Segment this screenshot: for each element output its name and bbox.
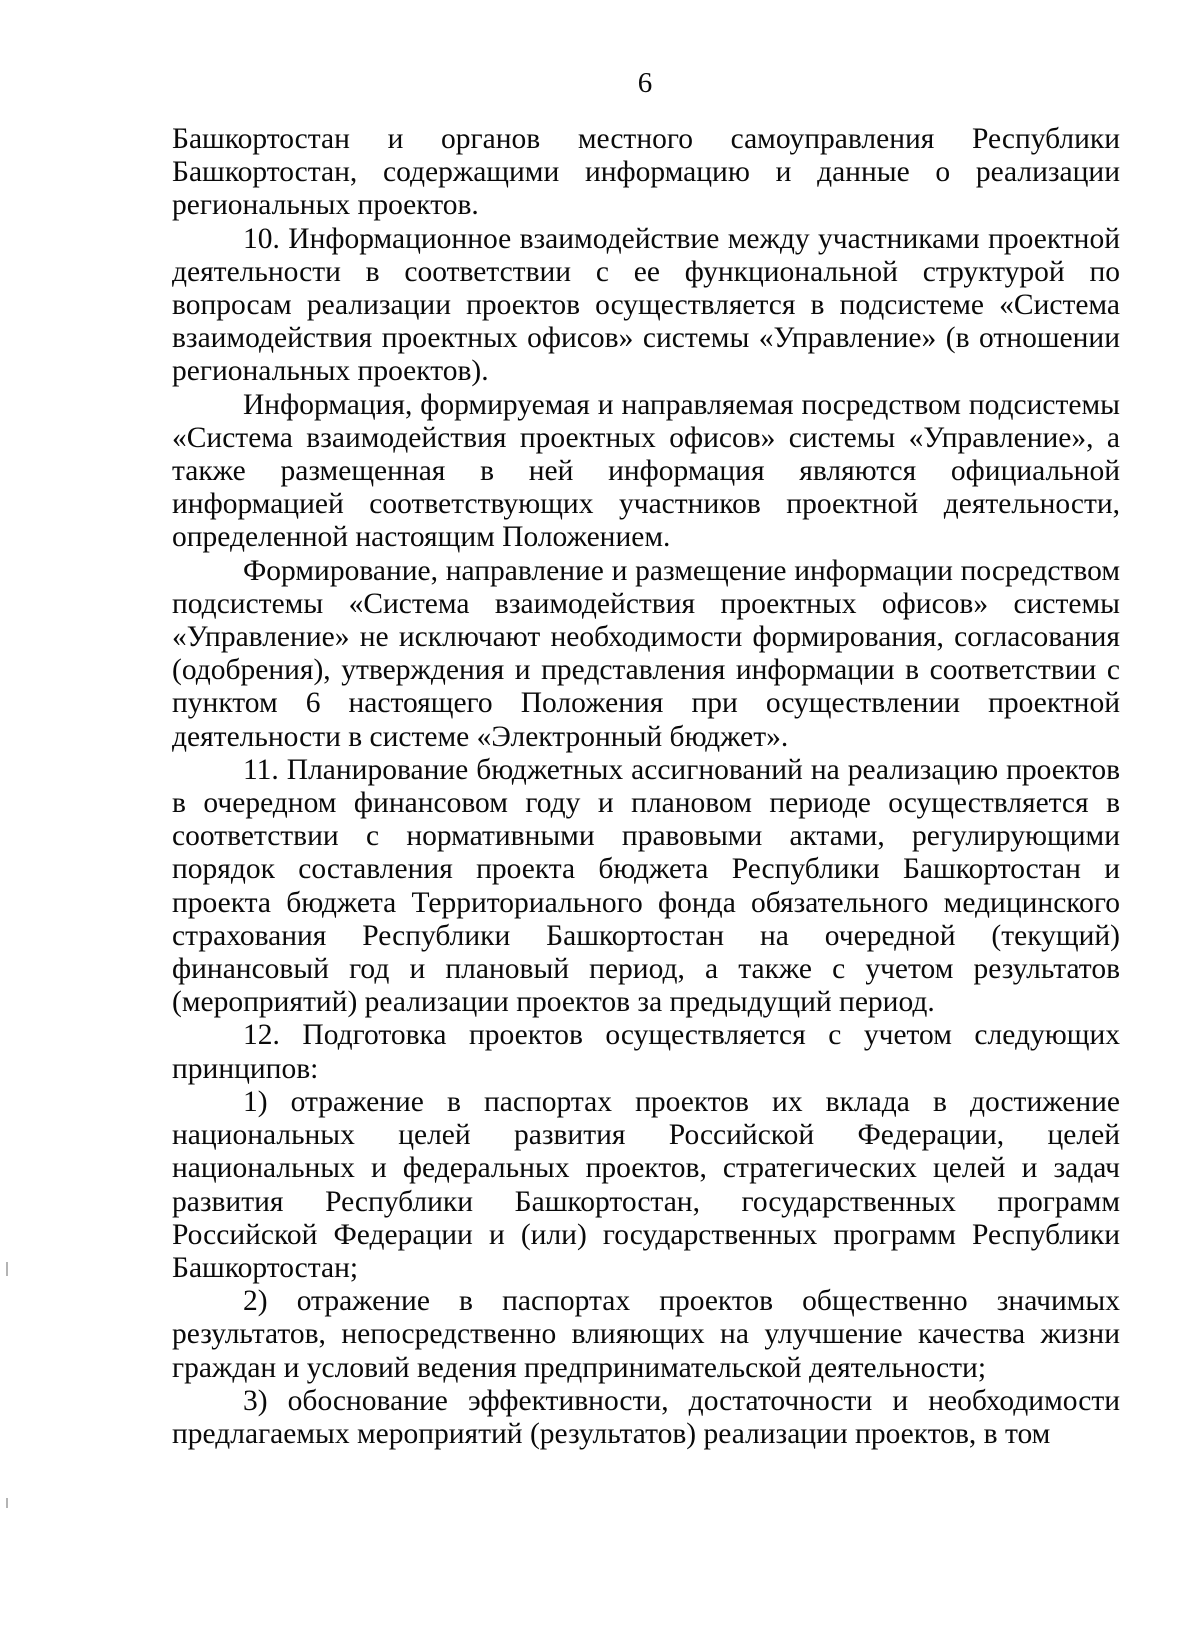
list-item-1: 1) отражение в паспортах проектов их вклада в достижение национальных целей развития Российской Федерации, целей национальных и федеральных проектов, стратегических целей и задач развития Республики Башкортостан, государственных программ Российской Федерации и (или) государственных программ Республики Башкортостан; <box>172 1085 1120 1284</box>
clause-12: 12. Подготовка проектов осуществляется с учетом следующих принципов: <box>172 1019 1120 1085</box>
paragraph-continuation: Башкортостан и органов местного самоуправления Республики Башкортостан, содержащими информацию и данные о реализации региональных проектов. <box>172 123 1120 222</box>
paragraph-information: Информация, формируемая и направляемая посредством подсистемы «Система взаимодействия проектных офисов» системы «Управление», а также размещенная в ней информация являются официальной информацией соответствующих участников проектной деятельности, определенной настоящим Положением. <box>172 388 1120 554</box>
paragraph-formation: Формирование, направление и размещение информации посредством подсистемы «Система взаимодействия проектных офисов» системы «Управление» не исключают необходимости формирования, согласования (одобрения), утверждения и представления информации в соответствии с пунктом 6 настоящего Положения при осуществлении проектной деятельности в системе «Электронный бюджет». <box>172 554 1120 753</box>
page-number: 6 <box>637 67 653 99</box>
list-item-3: 3) обоснование эффективности, достаточности и необходимости предлагаемых мероприятий (результатов) реализации проектов, в том <box>172 1384 1120 1450</box>
scan-edge-mark <box>6 1498 8 1508</box>
clause-10: 10. Информационное взаимодействие между участниками проектной деятельности в соответствии с ее функциональной структурой по вопросам реализации проектов осуществляется в подсистеме «Система взаимодействия проектных офисов» системы «Управление» (в отношении региональных проектов). <box>172 222 1120 388</box>
list-item-2: 2) отражение в паспортах проектов общественно значимых результатов, непосредственно влияющих на улучшение качества жизни граждан и условий ведения предпринимательской деятельности; <box>172 1285 1120 1384</box>
clause-11: 11. Планирование бюджетных ассигнований на реализацию проектов в очередном финансовом году и плановом периоде осуществляется в соответствии с нормативными правовыми актами, регулирующими порядок составления проекта бюджета Республики Башкортостан и проекта бюджета Территориального фонда обязательного медицинского страхования Республики Башкортостан на очередной (текущий) финансовый год и плановый период, а также с учетом результатов (мероприятий) реализации проектов за предыдущий период. <box>172 753 1120 1019</box>
scan-edge-mark <box>6 1262 8 1276</box>
document-body <box>172 123 1120 1451</box>
